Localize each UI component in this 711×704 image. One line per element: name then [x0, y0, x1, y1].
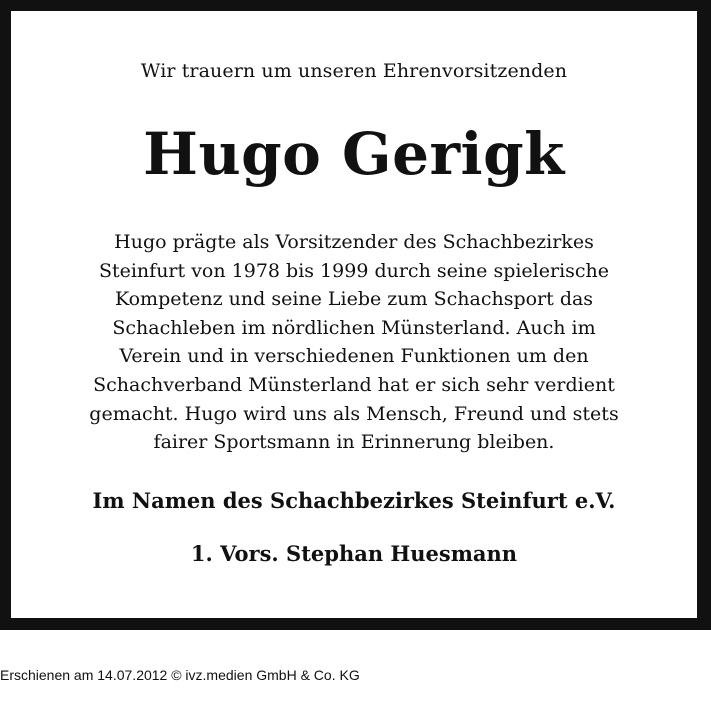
tribute-line: fairer Sportsmann in Erinnerung bleiben.: [153, 431, 555, 454]
deceased-name: Hugo Gerigk: [143, 120, 565, 188]
obituary-notice: [11, 11, 697, 618]
tribute-line: Steinfurt von 1978 bis 1999 durch seine spielerische: [98, 259, 610, 282]
tribute-line: Verein und in verschiedenen Funktionen um den: [119, 345, 589, 368]
signer-line: 1. Vors. Stephan Huesmann: [190, 541, 518, 566]
tribute-line: Hugo prägte als Vorsitzender des Schachbezirkes: [114, 231, 594, 253]
publication-footer: Erschienen am 14.07.2012 © ivz.medien GmbH & Co. KG: [0, 667, 360, 683]
tribute-line: gemacht. Hugo wird uns als Mensch, Freund und stets: [89, 402, 619, 425]
organization-line: Im Namen des Schachbezirkes Steinfurt e.V.: [92, 488, 616, 513]
tribute-line: Kompetenz und seine Liebe zum Schachsport das: [114, 288, 594, 311]
tribute-text: [51, 228, 657, 457]
intro-line: Wir trauern um unseren Ehrenvorsitzenden: [140, 60, 568, 82]
tribute-line: Schachverband Münsterland hat er sich sehr verdient: [93, 373, 615, 396]
tribute-line: Schachleben im nördlichen Münsterland. Auch im: [112, 316, 596, 339]
